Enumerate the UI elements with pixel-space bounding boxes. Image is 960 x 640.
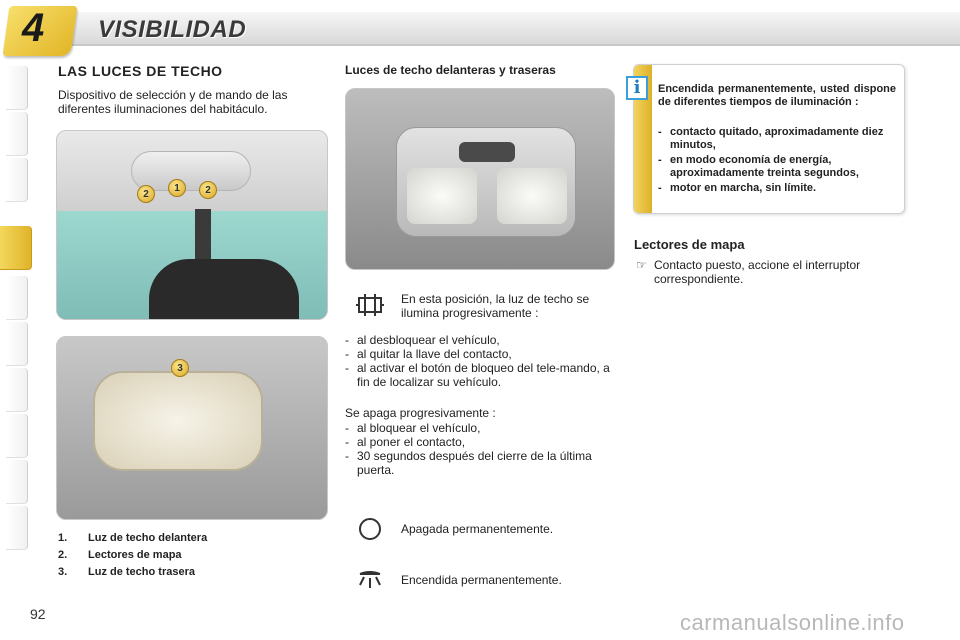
info-item: - contacto quitado, aproximadamente diez minutos, <box>658 126 884 151</box>
side-tab[interactable] <box>6 322 28 366</box>
chapter-title: VISIBILIDAD <box>98 16 247 43</box>
legend-item <box>58 547 207 564</box>
door-position-text: En esta posición, la luz de techo se ilumina progresivamente : <box>401 292 590 320</box>
side-tab[interactable] <box>6 506 28 550</box>
callout-badge: 1 <box>168 179 186 197</box>
side-tab-active[interactable] <box>0 226 32 270</box>
legend-label: Luz de techo trasera <box>88 566 195 578</box>
list-item: - al activar el botón de bloqueo del tele-mando, a fin de localizar su vehículo. <box>345 361 610 389</box>
off-position-icon <box>355 516 385 542</box>
lamp-lens <box>497 168 567 224</box>
legend-num: 2. <box>58 549 68 561</box>
legend-item <box>58 564 207 581</box>
chapter-number: 4 <box>22 6 45 50</box>
list-item: - al desbloquear el vehículo, <box>345 333 500 347</box>
photo-front-ceiling <box>56 130 328 320</box>
middle-title: Luces de techo delanteras y traseras <box>345 63 556 77</box>
photo-ceiling-console <box>345 88 615 270</box>
info-item: - en modo economía de energía, aproximadamente treinta segundos, <box>658 154 859 179</box>
list-item: - al quitar la llave del contacto, <box>345 347 512 361</box>
callout-badge: 2 <box>137 185 155 203</box>
list-item: - al bloquear el vehículo, <box>345 421 481 435</box>
permanent-off-text: Apagada permanentemente. <box>401 522 554 536</box>
map-title: Lectores de mapa <box>634 237 745 252</box>
chapter-banner <box>0 0 960 56</box>
side-tab[interactable] <box>6 368 28 412</box>
side-tab[interactable] <box>6 414 28 458</box>
info-item: - motor en marcha, sin límite. <box>658 182 817 194</box>
side-tab[interactable] <box>6 460 28 504</box>
legend-item <box>58 530 207 547</box>
map-text <box>636 258 908 286</box>
on-position-icon <box>355 566 385 592</box>
page-number: 92 <box>30 606 46 622</box>
on-list <box>345 333 620 389</box>
mirror-stem <box>195 209 211 265</box>
ceiling-console <box>396 127 576 237</box>
side-tabs <box>0 66 32 576</box>
map-instruction: Contacto puesto, accione el interruptor correspondiente. <box>654 258 861 286</box>
list-item: - al poner el contacto, <box>345 435 466 449</box>
info-icon: i <box>626 76 648 100</box>
off-label: Se apaga progresivamente : <box>345 406 496 420</box>
rear-lamp <box>93 371 263 471</box>
info-list <box>658 126 896 197</box>
intro-text: Dispositivo de selección y de mando de las diferentes iluminaciones del habitáculo. <box>58 88 288 116</box>
legend-label: Lectores de mapa <box>88 549 182 561</box>
list-item: - 30 segundos después del cierre de la última puerta. <box>345 449 592 477</box>
callout-badge: 2 <box>199 181 217 199</box>
side-tab[interactable] <box>6 112 28 156</box>
legend-list <box>58 530 207 581</box>
pointing-hand-icon: ☞ <box>636 258 647 272</box>
off-list <box>345 421 620 477</box>
permanent-on-text: Encendida permanentemente. <box>401 573 562 587</box>
info-heading: Encendida permanentemente, usted dispone de diferentes tiempos de iluminación : <box>658 83 896 108</box>
side-tab[interactable] <box>6 276 28 320</box>
legend-num: 3. <box>58 566 68 578</box>
legend-label: Luz de techo delantera <box>88 532 208 544</box>
section-title: LAS LUCES DE TECHO <box>58 63 223 79</box>
rearview-mirror <box>149 259 299 320</box>
light-switch <box>459 142 515 162</box>
door-position-icon <box>355 292 385 318</box>
callout-badge: 3 <box>171 359 189 377</box>
photo-rear-ceiling <box>56 336 328 520</box>
lamp-lens <box>407 168 477 224</box>
legend-num: 1. <box>58 532 68 544</box>
side-tab[interactable] <box>6 66 28 110</box>
side-tab[interactable] <box>6 158 28 202</box>
watermark: carmanualsonline.info <box>680 610 905 635</box>
